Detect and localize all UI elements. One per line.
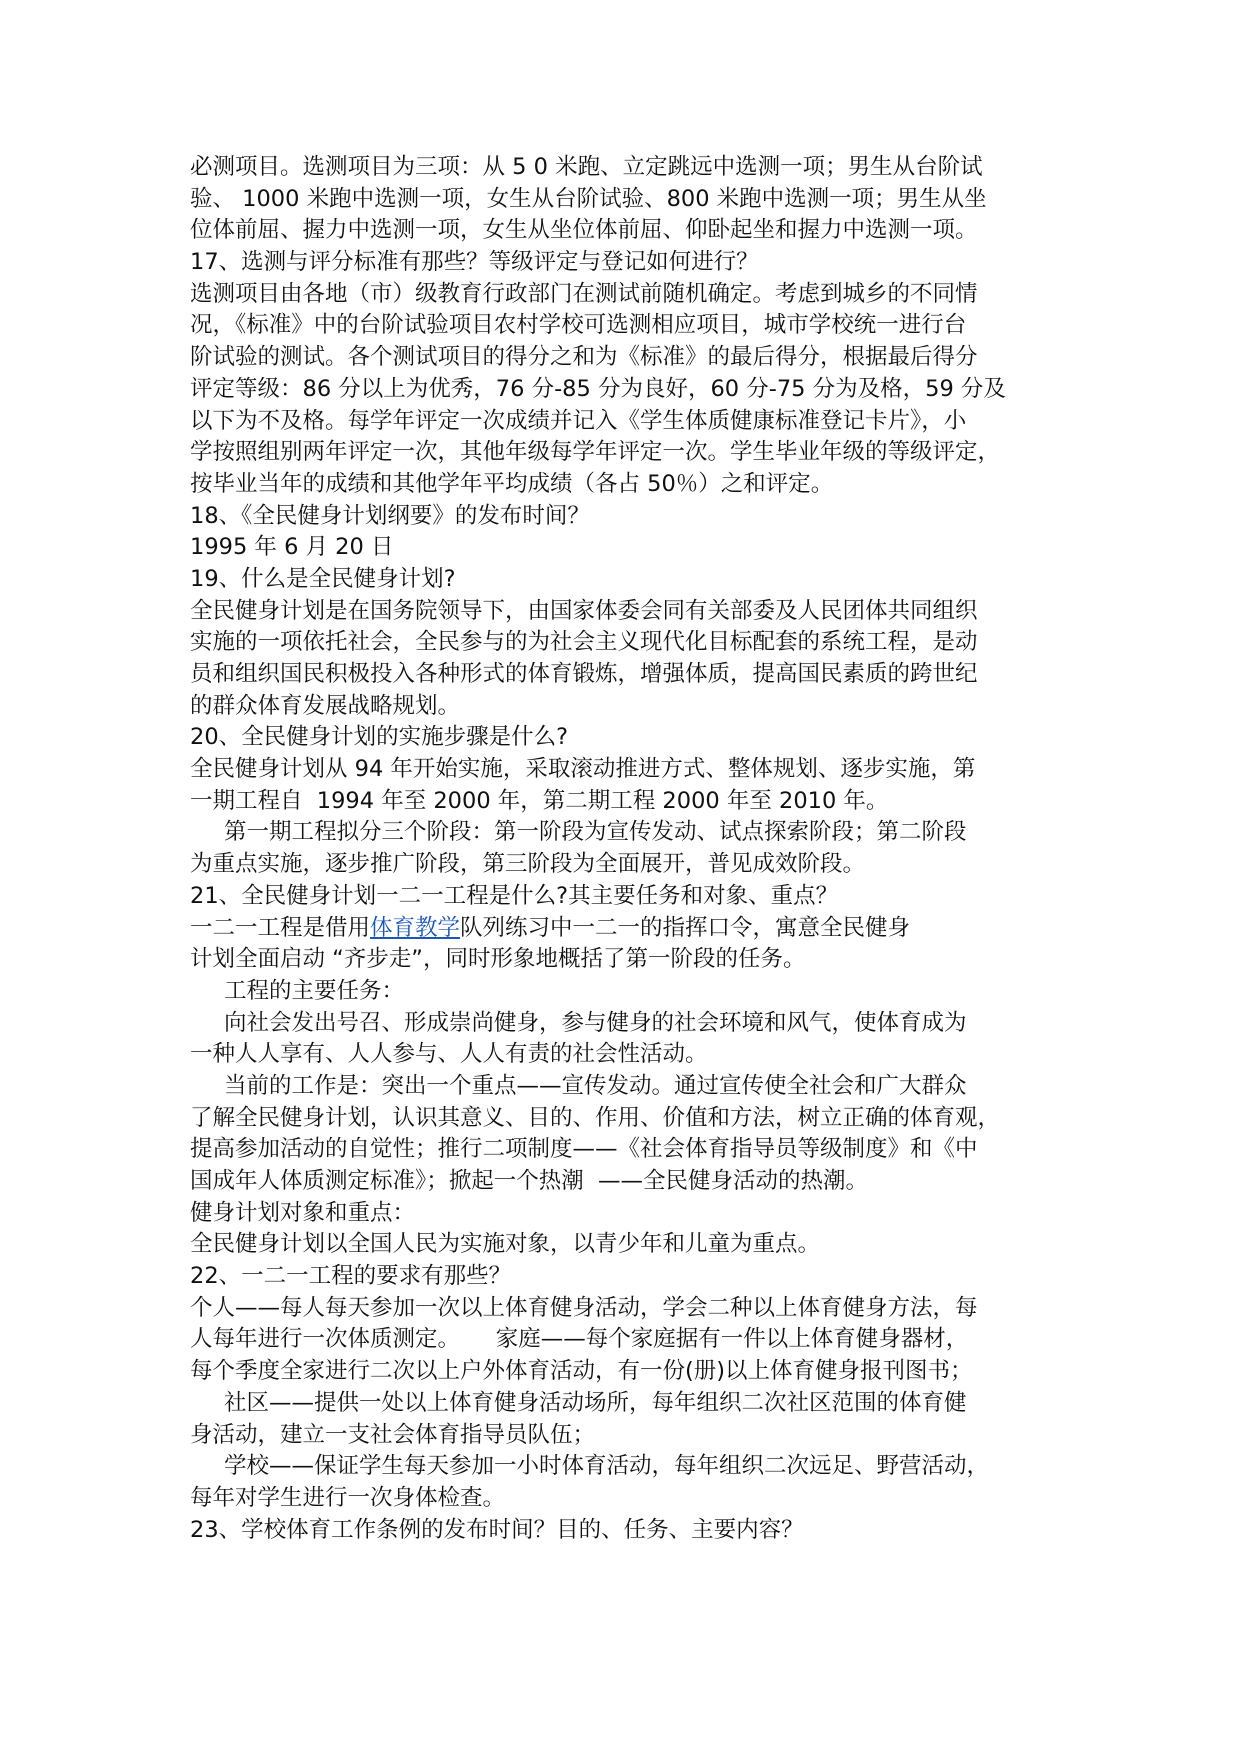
body-line: 向社会发出号召、形成崇尚健身，参与健身的社会环境和风气，使体育成为 [224,1009,967,1036]
body-line: 计划全面启动 “齐步走”，同时形象地概括了第一阶段的任务。 [190,946,806,973]
body-line: 位体前屈、握力中选测一项，女生从坐位体前屈、仰卧起坐和握力中选测一项。 [190,217,978,244]
question-heading-23: 23、学校体育工作条例的发布时间？目的、任务、主要内容？ [190,1516,804,1543]
question-heading-21: 21、全民健身计划一二一工程是什么?其主要任务和对象、重点？ [190,882,839,909]
body-line: 一期工程自 1994 年至 2000 年，第二期工程 2000 年至 2010 年。 [190,787,889,814]
body-line: 员和组织国民积极投入各种形式的体育锻炼，增强体质，提高国民素质的跨世纪 [190,661,978,687]
body-line: 当前的工作是：突出一个重点——宣传发动。通过宣传使全社会和广大群众 [224,1072,967,1099]
body-line: 全民健身计划从 94 年开始实施，采取滚动推进方式、整体规划、逐步实施，第 [190,756,976,783]
body-line-with-link [190,913,1065,945]
body-line: 一种人人享有、人人参与、人人有责的社会性活动。 [190,1041,708,1068]
body-line: 况，《标准》中的台阶试验项目农村学校可选测相应项目，城市学校统一进行台 [190,312,967,339]
body-line: 学按照组别两年评定一次，其他年级每学年评定一次。学生毕业年级的等级评定， [190,439,1001,466]
body-line: 阶试验的测试。各个测试项目的得分之和为《标准》的最后得分，根据最后得分 [190,344,978,371]
body-line: 第一期工程拟分三个阶段：第一阶段为宣传发动、试点探索阶段；第二阶段 [224,819,967,846]
body-line: 实施的一项依托社会，全民参与的为社会主义现代化目标配套的系统工程，是动 [190,629,978,656]
body-line: 提高参加活动的自觉性；推行二项制度——《社会体育指导员等级制度》和《中 [190,1136,978,1163]
body-line: 的群众体育发展战略规划。 [190,692,461,719]
question-heading-20: 20、全民健身计划的实施步骤是什么? [190,724,569,751]
link-line-before: 一二一工程是借用 [190,914,371,941]
body-line: 每年对学生进行一次身体检查。 [190,1484,506,1511]
document-body [190,152,1065,1546]
body-line: 选测项目由各地（市）级教育行政部门在测试前随机确定。考虑到城乡的不同情 [190,280,978,307]
question-heading-22: 22、一二一工程的要求有那些？ [190,1263,512,1290]
body-line: 身活动，建立一支社会体育指导员队伍； [190,1421,596,1448]
question-heading-17: 17、选测与评分标准有那些？等级评定与登记如何进行？ [190,249,759,276]
body-line: 工程的主要任务： [224,977,405,1004]
body-line: 人每年进行一次体质测定。 家庭——每个家庭据有一件以上体育健身器材， [190,1326,969,1353]
body-line: 验、 1000 米跑中选测一项，女生从台阶试验、800 米跑中选测一项；男生从坐 [190,185,987,212]
body-line: 社区——提供一处以上体育健身活动场所，每年组织二次社区范围的体育健 [224,1389,967,1416]
body-line: 国成年人体质测定标准》；掀起一个热潮 ——全民健身活动的热潮。 [190,1168,869,1194]
body-line: 评定等级：86 分以上为优秀，76 分-85 分为良好，60 分-75 分为及格，59 分及 [190,375,1006,402]
body-line: 全民健身计划是在国务院领导下，由国家体委会同有关部委及人民团体共同组织 [190,597,978,624]
body-line: 个人——每人每天参加一次以上体育健身活动，学会二种以上体育健身方法，每 [190,1294,978,1321]
body-line: 健身计划对象和重点： [190,1199,416,1226]
link-line-after: 队列练习中一二一的指挥口令，寓意全民健身 [460,914,911,941]
body-line: 全民健身计划以全国人民为实施对象，以青少年和儿童为重点。 [190,1231,821,1258]
body-line: 以下为不及格。每学年评定一次成绩并记入《学生体质健康标准登记卡片》，小 [190,407,967,434]
body-line: 1995 年 6 月 20 日 [190,534,394,561]
body-line: 每个季度全家进行二次以上户外体育活动，有一份(册)以上体育健身报刊图书； [190,1358,973,1385]
body-line: 为重点实施，逐步推广阶段，第三阶段为全面展开，普见成效阶段。 [190,851,866,878]
question-heading-19: 19、什么是全民健身计划? [190,565,456,592]
body-line: 学校——保证学生每天参加一小时体育活动，每年组织二次远足、野营活动， [224,1453,990,1480]
body-line: 按毕业当年的成绩和其他学年平均成绩（各占 50％）之和评定。 [190,470,834,497]
question-heading-18: 18、《全民健身计划纲要》的发布时间？ [190,502,590,529]
body-line: 了解全民健身计划，认识其意义、目的、作用、价值和方法，树立正确的体育观， [190,1104,1001,1131]
body-line: 必测项目。选测项目为三项：从 5 0 米跑、立定跳远中选测一项；男生从台阶试 [190,154,983,180]
sports-teaching-link[interactable]: 体育教学 [370,914,461,941]
